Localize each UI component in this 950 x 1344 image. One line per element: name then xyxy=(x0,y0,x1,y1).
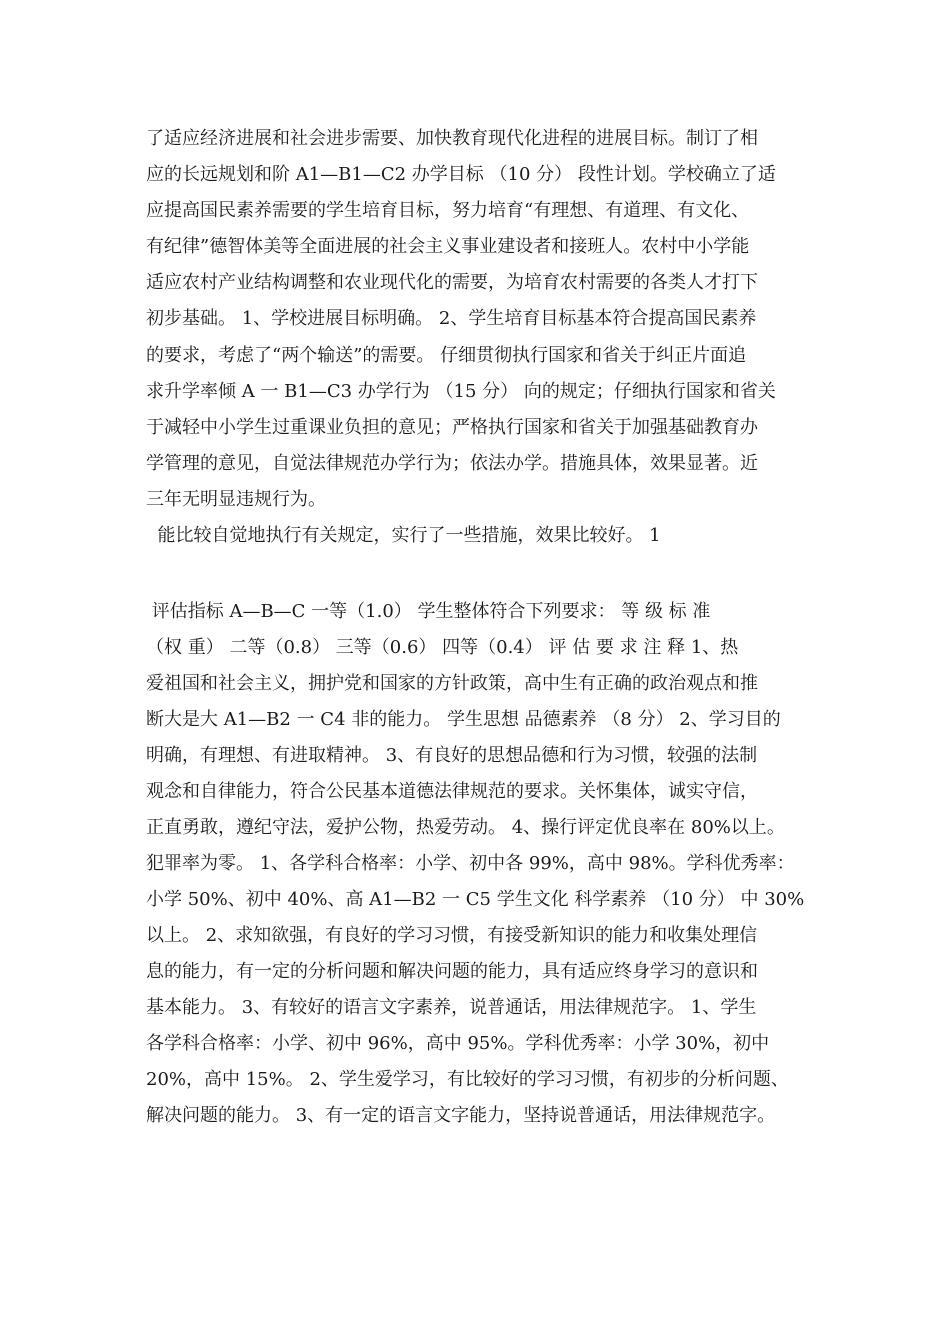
text-line: （权 重） 二等（0.8） 三等（0.6） 四等（0.4） 评 估 要 求 注 释 1、热 xyxy=(146,637,739,658)
text-line: 初步基础。 1、学校进展目标明确。 2、学生培育目标基本符合提高国民素养 xyxy=(146,308,757,329)
text-line: 能比较自觉地执行有关规定，实行了一些措施，效果比较好。 1 xyxy=(146,525,661,546)
text-line: 息的能力，有一定的分析问题和解决问题的能力，具有适应终身学习的意识和 xyxy=(146,961,758,982)
text-line: 三年无明显违规行为。 xyxy=(146,489,326,510)
text-line: 解决问题的能力。 3、有一定的语言文字能力，坚持说普通话，用法律规范字。 xyxy=(146,1105,776,1126)
text-line: 断大是大 A1—B2 一 C4 非的能力。 学生思想 品德素养 （8 分） 2、学习目的 xyxy=(146,709,781,730)
text-line: 了适应经济进展和社会进步需要、加快教育现代化进程的进展目标。制订了相 xyxy=(146,128,758,149)
text-line: 应提高国民素养需要的学生培育目标，努力培育“有理想、有道理、有文化、 xyxy=(146,200,750,221)
text-line: 求升学率倾 A 一 B1—C3 办学行为 （15 分） 向的规定；仔细执行国家和省关 xyxy=(146,381,776,402)
text-line: 学管理的意见，自觉法律规范办学行为；依法办学。措施具体，效果显著。近 xyxy=(146,453,758,474)
text-line: 的要求，考虑了“两个输送”的需要。 仔细贯彻执行国家和省关于纠正片面追 xyxy=(146,345,747,366)
text-line: 20%，高中 15%。 2、学生爱学习，有比较好的学习习惯，有初步的分析问题、 xyxy=(146,1069,789,1090)
text-line: 应的长远规划和阶 A1—B1—C2 办学目标 （10 分） 段性计划。学校确立了适 xyxy=(146,164,776,185)
text-line: 有纪律”德智体美等全面进展的社会主义事业建设者和接班人。农村中小学能 xyxy=(146,236,750,257)
text-line: 小学 50%、初中 40%、高 A1—B2 一 C5 学生文化 科学素养 （10 分） 中 30% xyxy=(146,889,805,910)
text-line: 以上。 2、求知欲强，有良好的学习习惯，有接受新知识的能力和收集处理信 xyxy=(146,925,758,946)
text-line: 适应农村产业结构调整和农业现代化的需要，为培育农村需要的各类人才打下 xyxy=(146,272,758,293)
text-line: 基本能力。 3、有较好的语言文字素养，说普通话，用法律规范字。 1、学生 xyxy=(146,997,757,1018)
text-line: 正直勇敢，遵纪守法，爱护公物，热爱劳动。 4、操行评定优良率在 80%以上。 xyxy=(146,817,785,838)
text-line: 于减轻中小学生过重课业负担的意见；严格执行国家和省关于加强基础教育办 xyxy=(146,417,758,438)
text-line: 爱祖国和社会主义，拥护党和国家的方针政策，高中生有正确的政治观点和推 xyxy=(146,673,758,694)
text-line: 评估指标 A—B—C 一等（1.0） 学生整体符合下列要求： 等 级 标 准 xyxy=(146,601,711,622)
text-line: 各学科合格率：小学、初中 96%，高中 95%。学科优秀率：小学 30%，初中 xyxy=(146,1033,770,1054)
text-line: 明确，有理想、有进取精神。 3、有良好的思想品德和行为习惯，较强的法制 xyxy=(146,745,758,766)
text-line: 犯罪率为零。 1、各学科合格率：小学、初中各 99%，高中 98%。学科优秀率： xyxy=(146,853,795,874)
text-line: 观念和自律能力，符合公民基本道德法律规范的要求。关怀集体，诚实守信， xyxy=(146,781,758,802)
